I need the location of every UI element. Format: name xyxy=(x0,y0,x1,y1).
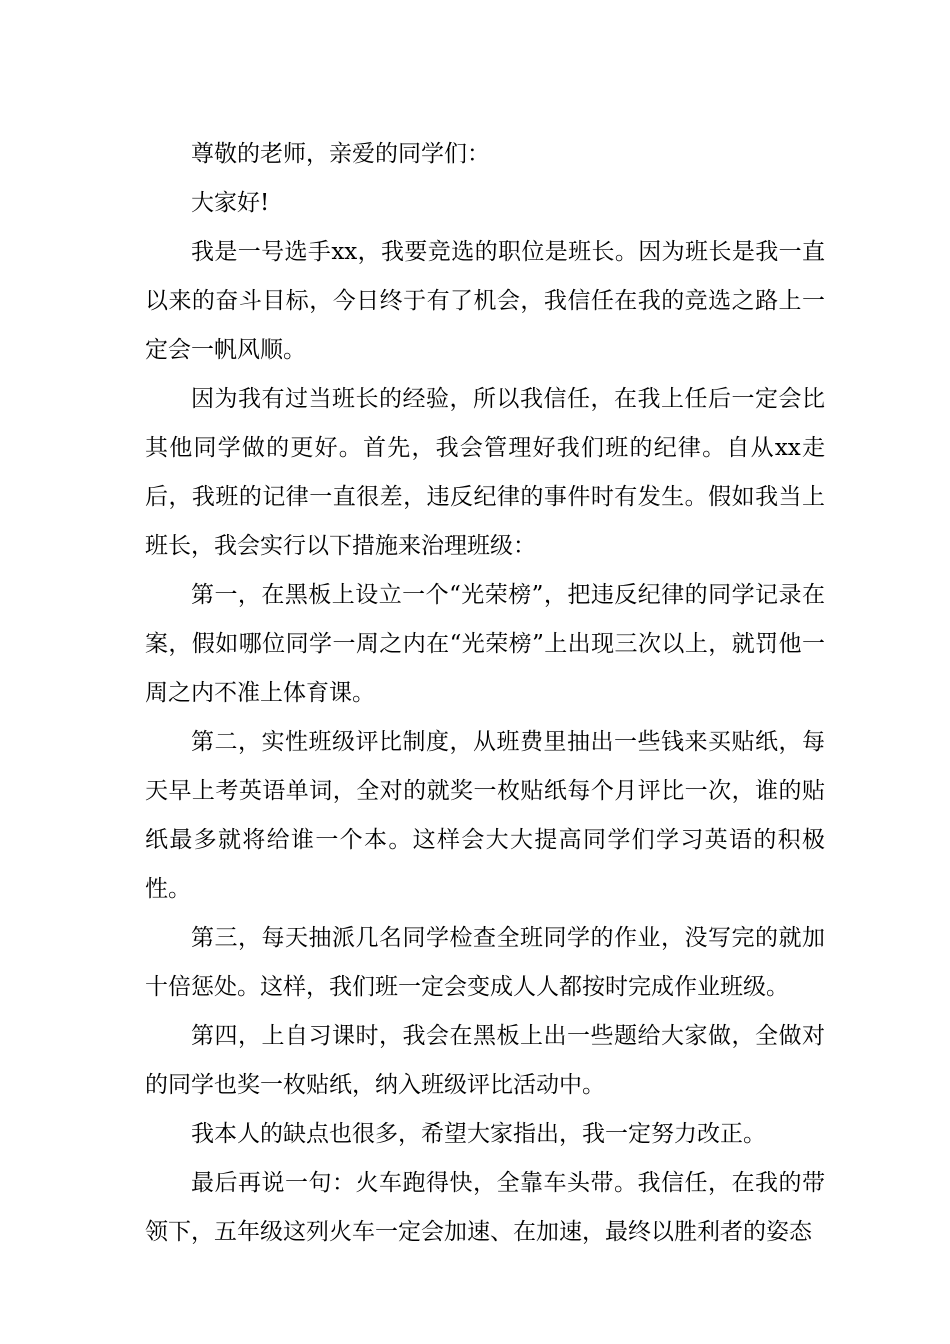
document-body xyxy=(145,130,825,1257)
paragraph-introduction: 我是一号选手xx，我要竞选的职位是班长。因为班长是我一直以来的奋斗目标，今日终于有了机会，我信任在我的竞选之路上一定会一帆风顺。 xyxy=(145,239,825,363)
paragraph-measure-3: 第三，每天抽派几名同学检查全班同学的作业，没写完的就加十倍惩处。这样，我们班一定会变成人人都按时完成作业班级。 xyxy=(145,925,825,1000)
greeting: 大家好! xyxy=(191,190,270,216)
paragraph-measure-1: 第一，在黑板上设立一个“光荣榜”，把违反纪律的同学记录在案，假如哪位同学一周之内在“光荣榜”上出现三次以上，就罚他一周之内不准上体育课。 xyxy=(145,582,825,706)
paragraph-closing: 最后再说一句：火车跑得快，全靠车头带。我信任，在我的带领下，五年级这列火车一定会加速、在加速，最终以胜利者的姿态 xyxy=(145,1170,825,1245)
paragraph-measure-4: 第四，上自习课时，我会在黑板上出一些题给大家做，全做对的同学也奖一枚贴纸，纳入班级评比活动中。 xyxy=(145,1023,825,1098)
salutation: 尊敬的老师，亲爱的同学们： xyxy=(191,141,490,167)
paragraph-shortcomings: 我本人的缺点也很多，希望大家指出，我一定努力改正。 xyxy=(191,1121,766,1147)
paragraph-measure-2: 第二，实性班级评比制度，从班费里抽出一些钱来买贴纸，每天早上考英语单词，全对的就奖一枚贴纸每个月评比一次，谁的贴纸最多就将给谁一个本。这样会大大提高同学们学习英语的积极性。 xyxy=(145,729,825,902)
paragraph-experience: 因为我有过当班长的经验，所以我信任，在我上任后一定会比其他同学做的更好。首先，我会管理好我们班的纪律。自从xx走后，我班的记律一直很差，违反纪律的事件时有发生。假如我当上班长，我会实行以下措施来治理班级： xyxy=(145,386,825,559)
